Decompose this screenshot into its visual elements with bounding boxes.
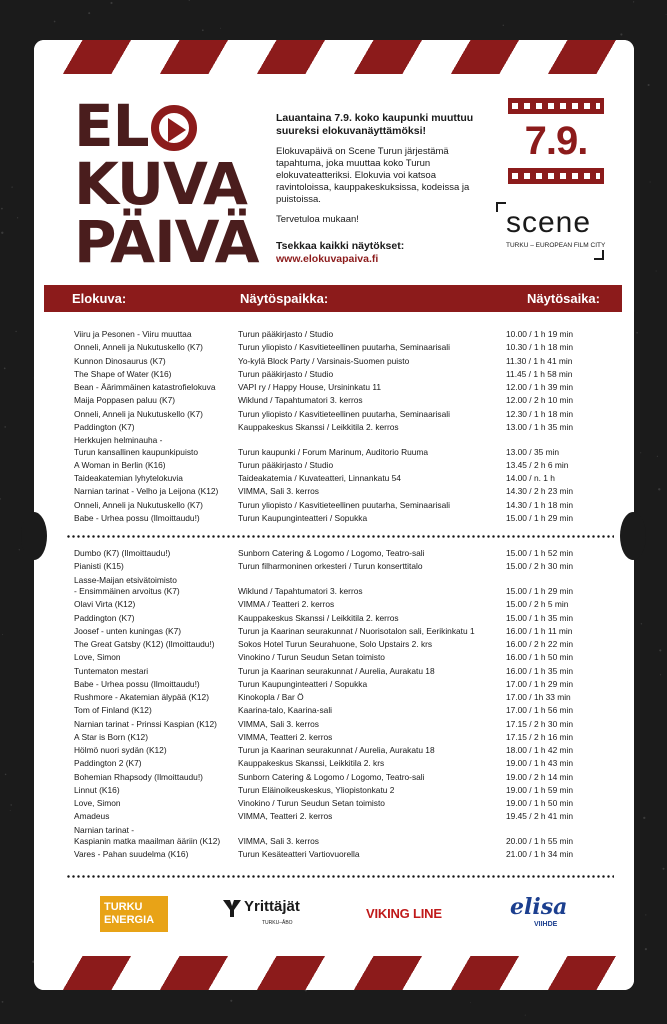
elisa-sub: VIIHDE <box>534 921 558 928</box>
venue-name: Sokos Hotel Turun Seurahuone, Solo Upstairs 2. krs <box>238 639 433 649</box>
venue-name: Turun Kaupunginteatteri / Sopukka <box>238 512 368 523</box>
dotted-divider <box>66 875 614 878</box>
date-badge <box>508 98 604 184</box>
movie-title: Onneli, Anneli ja Nukutuskello (K7) <box>74 499 203 510</box>
movie-title: Kunnon Dinosaurus (K7) <box>74 355 166 366</box>
speckle-dot <box>5 774 7 776</box>
speckle-dot <box>15 331 16 332</box>
movie-title: Love, Simon <box>74 798 121 808</box>
speckle-dot <box>641 623 642 624</box>
movie-title: Linnut (K16) <box>74 784 120 795</box>
schedule-row <box>74 599 614 611</box>
showtime: 14.30 / 1 h 18 min <box>506 499 574 510</box>
yrittajat-mark-icon <box>222 898 242 918</box>
showtime: 12.00 / 2 h 10 min <box>506 395 574 406</box>
schedule-row <box>74 500 614 512</box>
scene-logo <box>496 202 604 260</box>
speckle-dot <box>19 549 20 550</box>
showtime: 16.00 / 1 h 11 min <box>506 625 573 636</box>
movie-title: A Woman in Berlin (K16) <box>74 459 166 470</box>
showtime: 16.00 / 2 h 22 min <box>506 639 574 649</box>
speckle-dot <box>88 12 90 14</box>
venue-name: Turun filharmoninen orkesteri / Turun konserttitalo <box>238 561 423 572</box>
venue-name: Turun yliopisto / Kasvitieteellinen puutarha, Seminaarisali <box>238 342 450 353</box>
header-movie: Elokuva: <box>72 291 127 306</box>
movie-title: Olavi Virta (K12) <box>74 599 136 610</box>
speckle-dot <box>4 368 6 370</box>
film-perforation-top <box>512 103 600 109</box>
speckle-dot <box>636 332 638 334</box>
elisa-viihde-logo <box>506 894 576 934</box>
speckle-dot <box>11 186 12 187</box>
showtime: 14.00 / n. 1 h <box>506 473 555 483</box>
speckle-dot <box>470 1002 471 1003</box>
schedule-row <box>74 719 614 731</box>
movie-title: Bean - Äärimmäinen katastrofielokuva <box>74 382 216 392</box>
speckle-dot <box>4 426 6 428</box>
schedule-row <box>74 705 614 717</box>
schedule-row <box>74 745 614 757</box>
speckle-dot <box>2 1001 4 1003</box>
movie-title: Tom of Finland (K12) <box>74 705 152 716</box>
venue-name: Wiklund / Tapahtumatori 3. kerros <box>238 586 363 596</box>
venue-name: Turun Eläinoikeuskeskus, Yliopistonkatu 2 <box>238 784 395 795</box>
showtime: 13.00 / 1 h 35 min <box>506 421 574 432</box>
schedule-row <box>74 382 614 394</box>
schedule-row <box>74 679 614 691</box>
speckle-dot <box>643 817 645 819</box>
ticket-notch-right <box>620 512 646 560</box>
frame-corner-top-left <box>496 202 506 212</box>
logo-text-el: EL <box>74 92 149 160</box>
schedule-row <box>74 561 614 573</box>
movie-title: Tuntematon mestari <box>74 665 149 676</box>
intro-text <box>276 112 494 265</box>
schedule-row <box>74 460 614 472</box>
showtime: 10.00 / 1 h 19 min <box>506 329 574 339</box>
schedule-row <box>74 409 614 421</box>
speckle-dot <box>657 456 658 457</box>
logo-line-2: KUVA <box>74 150 247 218</box>
venue-name: Turun pääkirjasto / Studio <box>238 329 334 339</box>
movie-title: Dumbo (K7) (Ilmoittaudu!) <box>74 548 171 558</box>
showtime: 15.00 / 1 h 52 min <box>506 548 574 558</box>
venue-name: Sunborn Catering & Logomo / Logomo, Teatro-sali <box>238 771 425 782</box>
movie-title: Vares - Pahan suudelma (K16) <box>74 849 189 860</box>
showtime: 15.00 / 2 h 30 min <box>506 561 574 572</box>
showtime: 11.30 / 1 h 41 min <box>506 355 573 366</box>
schedule-row <box>74 825 614 848</box>
movie-title: Onneli, Anneli ja Nukutuskello (K7) <box>74 342 203 353</box>
schedule-row <box>74 395 614 407</box>
schedule-row <box>74 356 614 368</box>
date-text: 7.9. <box>508 114 604 168</box>
schedule-row <box>74 575 614 598</box>
movie-title: Maija Poppasen paluu (K7) <box>74 395 176 406</box>
schedule-row <box>74 613 614 625</box>
venue-name: VIMMA, Sali 3. kerros <box>238 486 319 497</box>
movie-title: Paddington (K7) <box>74 612 135 623</box>
venue-name: Turun yliopisto / Kasvitieteellinen puutarha, Seminaarisali <box>238 408 450 419</box>
venue-name: VIMMA, Teatteri 2. kerros <box>238 811 333 822</box>
venue-name: VIMMA, Sali 3. kerros <box>238 718 319 729</box>
schedule-row <box>74 849 614 861</box>
viking-line-logo: VIKING LINE <box>366 906 442 921</box>
speckle-dot <box>10 810 11 811</box>
speckle-dot <box>17 217 18 218</box>
scene-tagline: TURKU – EUROPEAN FILM CITY <box>506 242 606 249</box>
movie-title: Joosef - unten kuningas (K7) <box>74 625 182 636</box>
movie-title: Bohemian Rhapsody (Ilmoittaudu!) <box>74 771 203 782</box>
showtime: 17.00 / 1 h 56 min <box>506 705 574 716</box>
venue-name: Turun kaupunki / Forum Marinum, Auditorio Ruuma <box>238 446 429 457</box>
elokuvapaiva-logo <box>74 92 264 276</box>
intro-welcome: Tervetuloa mukaan! <box>276 214 359 225</box>
movie-title: Amadeus <box>74 811 110 822</box>
speckle-dot <box>230 1000 232 1002</box>
play-icon <box>151 105 197 151</box>
venue-name: Kauppakeskus Skanssi, Leikkitila 2. krs <box>238 758 385 769</box>
venue-name: Kauppakeskus Skanssi / Leikkitila 2. kerros <box>238 612 399 623</box>
showtime: 12.00 / 1 h 39 min <box>506 382 574 392</box>
top-stripe-band <box>34 40 634 74</box>
venue-name: Kinokopla / Bar Ö <box>238 692 304 702</box>
showtime: 19.00 / 1 h 43 min <box>506 758 574 769</box>
movie-title: The Shape of Water (K16) <box>74 368 172 379</box>
schedule-row <box>74 811 614 823</box>
movie-title: Lasse-Maijan etsivätoimisto - Ensimmäinen arvoitus (K7) <box>74 574 180 596</box>
movie-title: Narnian tarinat - Prinssi Kaspian (K12) <box>74 718 217 729</box>
movie-title: Paddington (K7) <box>74 421 135 432</box>
turku-energia-logo: TURKU ENERGIA <box>100 896 168 932</box>
showtime: 16.00 / 1 h 35 min <box>506 665 574 676</box>
speckle-dot <box>2 634 3 635</box>
schedule-row <box>74 772 614 784</box>
yrittajat-logo <box>222 896 322 934</box>
speckle-dot <box>620 33 622 35</box>
showtime: 17.00 / 1 h 29 min <box>506 678 574 689</box>
speckle-dot <box>663 868 665 870</box>
movie-title: Herkkujen helminauha - Turun kansallinen kaupunkipuisto <box>74 435 198 457</box>
schedule-row <box>74 369 614 381</box>
speckle-dot <box>666 14 667 15</box>
showtime: 21.00 / 1 h 34 min <box>506 849 574 860</box>
venue-name: Turun ja Kaarinan seurakunnat / Aurelia, Aurakatu 18 <box>238 745 435 755</box>
venue-name: Turun Kesäteatteri Vartiovuorella <box>238 849 360 860</box>
speckle-dot <box>658 488 660 490</box>
showtime: 15.00 / 2 h 5 min <box>506 599 569 610</box>
ticket-notch-left <box>21 512 47 560</box>
venue-name: VIMMA, Sali 3. kerros <box>238 836 319 846</box>
venue-name: Turun pääkirjasto / Studio <box>238 368 334 379</box>
schedule-row <box>74 652 614 664</box>
perforation-divider <box>66 535 614 538</box>
movie-title: Onneli, Anneli ja Nukutuskello (K7) <box>74 408 203 419</box>
speckle-dot <box>503 25 504 26</box>
speckle-dot <box>0 498 1 500</box>
bottom-stripe-band <box>34 956 634 990</box>
speckle-dot <box>656 271 657 272</box>
showtime: 20.00 / 1 h 55 min <box>506 836 574 846</box>
speckle-dot <box>1 208 3 210</box>
venue-name: Wiklund / Tapahtumatori 3. kerros <box>238 395 363 406</box>
venue-name: Turun Kaupunginteatteri / Sopukka <box>238 678 368 689</box>
schedule-row <box>74 435 614 458</box>
schedule-row <box>74 548 614 560</box>
venue-name: Turun ja Kaarinan seurakunnat / Nuorisotalon sali, Eerikinkatu 1 <box>238 625 475 636</box>
speckle-dot <box>10 804 11 805</box>
schedule-section-1 <box>74 329 614 526</box>
speckle-dot <box>645 948 647 950</box>
venue-name: Kauppakeskus Skanssi / Leikkitila 2. kerros <box>238 421 399 432</box>
venue-name: Turun yliopisto / Kasvitieteellinen puutarha, Seminaarisali <box>238 499 450 510</box>
schedule-row <box>74 486 614 498</box>
schedule-row <box>74 666 614 678</box>
schedule-row <box>74 422 614 434</box>
movie-title: Babe - Urhea possu (Ilmoittaudu!) <box>74 678 200 689</box>
venue-name: Sunborn Catering & Logomo / Logomo, Teatro-sali <box>238 548 425 558</box>
speckle-dot <box>110 2 112 4</box>
intro-body: Elokuvapäivä on Scene Turun järjestämä tapahtuma, joka muuttaa koko Turun elokuvateatteriksi. Elokuvia voi katsoa ravintoloissa, kauppakeskuksissa, kodeissa ja puistoissa. <box>276 146 470 205</box>
movie-title: The Great Gatsby (K12) (Ilmoittaudu!) <box>74 639 215 649</box>
schedule-row <box>74 473 614 485</box>
website-link[interactable]: www.elokuvapaiva.fi <box>276 253 379 265</box>
yrittajat-name: Yrittäjät <box>244 898 300 915</box>
schedule-row <box>74 513 614 525</box>
venue-name: Vinokino / Turun Seudun Setan toimisto <box>238 652 385 663</box>
speckle-dot <box>202 29 204 31</box>
schedule-section-2 <box>74 548 614 863</box>
showtime: 15.00 / 1 h 29 min <box>506 512 574 523</box>
showtime: 16.00 / 1 h 50 min <box>506 652 574 663</box>
showtime: 15.00 / 1 h 35 min <box>506 612 574 623</box>
showtime: 14.30 / 2 h 23 min <box>506 486 574 497</box>
showtime: 15.00 / 1 h 29 min <box>506 586 574 596</box>
schedule-row <box>74 798 614 810</box>
movie-title: Love, Simon <box>74 652 121 663</box>
venue-name: Turun ja Kaarinan seurakunnat / Aurelia, Aurakatu 18 <box>238 665 435 676</box>
schedule-row <box>74 329 614 341</box>
speckle-dot <box>54 21 56 23</box>
speckle-dot <box>189 0 191 1</box>
intro-cta: Tsekkaa kaikki näytökset: <box>276 240 405 252</box>
schedule-row <box>74 692 614 704</box>
speckle-dot <box>640 452 641 453</box>
showtime: 19.00 / 1 h 50 min <box>506 798 574 808</box>
logo-line-1 <box>74 92 264 160</box>
speckle-dot <box>1 232 3 234</box>
frame-corner-bottom-right <box>594 250 604 260</box>
showtime: 18.00 / 1 h 42 min <box>506 745 574 755</box>
movie-title: Viiru ja Pesonen - Viiru muuttaa <box>74 329 192 339</box>
showtime: 11.45 / 1 h 58 min <box>506 368 573 379</box>
movie-title: Taideakatemian lyhytelokuvia <box>74 473 183 483</box>
scene-wordmark: scene <box>506 206 592 239</box>
movie-title: Pianisti (K15) <box>74 561 124 572</box>
showtime: 17.15 / 2 h 30 min <box>506 718 574 729</box>
showtime: 10.30 / 1 h 18 min <box>506 342 574 353</box>
schedule-row <box>74 732 614 744</box>
movie-title: Narnian tarinat - Velho ja Leijona (K12) <box>74 486 219 497</box>
movie-title: Paddington 2 (K7) <box>74 758 142 769</box>
speckle-dot <box>525 1015 526 1016</box>
venue-name: VIMMA, Teatteri 2. kerros <box>238 731 333 742</box>
showtime: 13.00 / 35 min <box>506 446 560 457</box>
speckle-dot <box>220 28 221 29</box>
header-time: Näytösaika: <box>527 291 600 306</box>
venue-name: Yo-kylä Block Party / Varsinais-Suomen puisto <box>238 355 410 366</box>
speckle-dot <box>648 84 650 86</box>
speckle-dot <box>660 674 661 675</box>
schedule-row <box>74 626 614 638</box>
venue-name: Kaarina-talo, Kaarina-sali <box>238 705 333 716</box>
showtime: 13.45 / 2 h 6 min <box>506 459 569 470</box>
schedule-row <box>74 758 614 770</box>
venue-name: VAPI ry / Happy House, Ursininkatu 11 <box>238 382 382 392</box>
movie-title: A Star is Born (K12) <box>74 731 149 742</box>
schedule-header <box>44 285 622 312</box>
showtime: 12.30 / 1 h 18 min <box>506 408 574 419</box>
venue-name: Turun pääkirjasto / Studio <box>238 459 334 470</box>
schedule-row <box>74 342 614 354</box>
film-perforation-bottom <box>512 173 600 179</box>
venue-name: VIMMA / Teatteri 2. kerros <box>238 599 335 610</box>
venue-name: Taideakatemia / Kuvateatteri, Linnankatu 54 <box>238 473 401 483</box>
intro-headline: Lauantaina 7.9. koko kaupunki muuttuu suureksi elokuvanäyttämöksi! <box>276 112 474 137</box>
yrittajat-sub: TURKU–ÅBO <box>262 920 293 926</box>
venue-name: Vinokino / Turun Seudun Setan toimisto <box>238 798 385 808</box>
logo-line-3: PÄIVÄ <box>74 208 259 276</box>
schedule-row <box>74 639 614 651</box>
movie-title: Rushmore - Akatemian älypää (K12) <box>74 692 209 702</box>
speckle-dot <box>650 182 651 183</box>
movie-title: Hölmö nuori sydän (K12) <box>74 745 167 755</box>
speckle-dot <box>659 649 661 651</box>
showtime: 17.15 / 2 h 16 min <box>506 731 574 742</box>
movie-title: Babe - Urhea possu (Ilmoittaudu!) <box>74 512 200 523</box>
movie-title: Narnian tarinat - Kaspianin matka maailman ääriin (K12) <box>74 824 221 846</box>
showtime: 19.00 / 1 h 59 min <box>506 784 574 795</box>
speckle-dot <box>633 1 634 2</box>
showtime: 19.45 / 2 h 41 min <box>506 811 574 822</box>
showtime: 17.00 / 1h 33 min <box>506 692 571 702</box>
schedule-row <box>74 785 614 797</box>
elisa-name: elisa <box>510 894 568 920</box>
showtime: 19.00 / 2 h 14 min <box>506 771 574 782</box>
header-venue: Näytöspaikka: <box>240 291 329 306</box>
speckle-dot <box>645 914 646 915</box>
